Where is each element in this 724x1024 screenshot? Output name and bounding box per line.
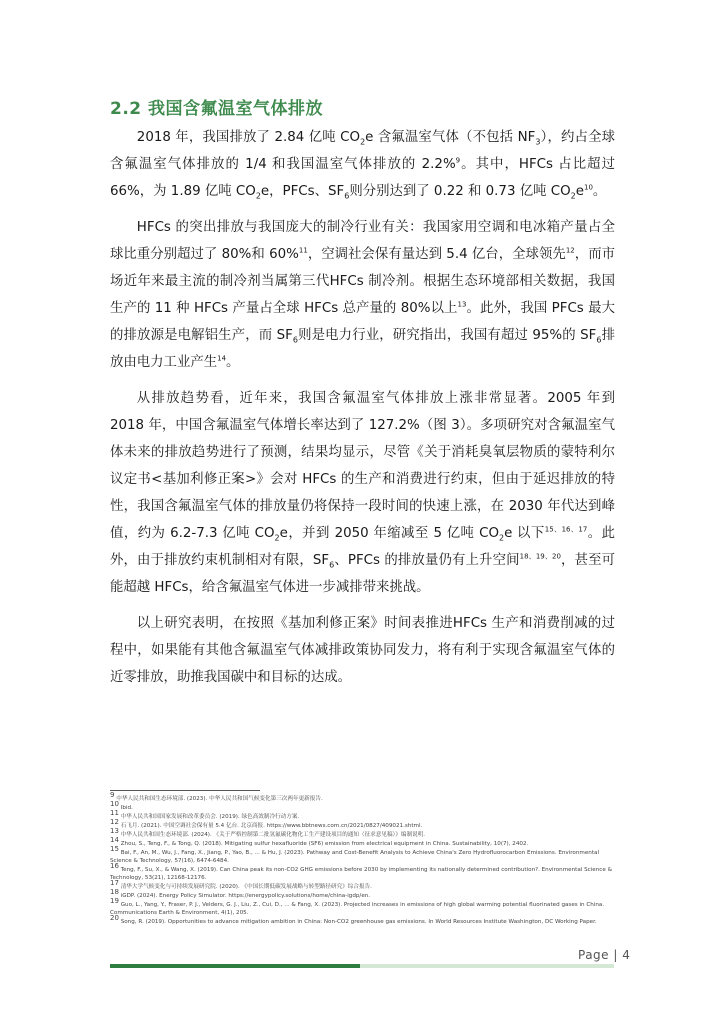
footer-bar-dark bbox=[110, 964, 360, 968]
footnote-ref: 18、19、20 bbox=[519, 552, 561, 561]
footnotes bbox=[110, 791, 615, 927]
paragraph-1: 2018 年，我国排放了 2.84 亿吨 $CO_2e$ 含氟温室气体（不包括 $NF_3$），约占全球含氟温室气体排放的 1/4 和我国温室气体排放的 2.2%$^9$。其中，HFCs 占比超过 66%，为 1.89 亿吨 $CO_2e$，PFCs、$SF_6$则分别达到了 0.22 和 0.73 亿吨 $CO_2e^{10}$。 bbox=[110, 130, 615, 201]
footnote: $^{11}$ 中华人民共和国国家发展和改革委员会. (2019). 绿色高效制冷行动方案. bbox=[110, 809, 300, 820]
paragraph-3: 从排放趋势看，近年来，我国含氟温室气体排放上涨非常显著。2005 年到 2018 年，中国含氟温室气体增长率达到了 127.2%（图 3）。多项研究对含氟温室气体未来的排放趋势进行了预测，结果均显示，尽管《关于消耗臭氧层物质的蒙特利尔议定书<基加利修正案>》会对 HFCs 的生产和消费进行约束，但由于延迟排放的特性，我国含氟温室气体的排放量仍将保持一段时间的快速上涨，在 2030 年代达到峰值，约为 6.2-7.3 亿吨 $CO_2e$，并到 2050 年缩减至 5 亿吨 $CO_2e$ 以下$^{15、16、17}$。此外，由于排放约束机制相对有限，$SF_6$、PFCs 的排放量仍有上升空间$^{18、19、20}$，甚至可能超越 HFCs，给含氟温室气体进一步减排带来挑战。 bbox=[110, 391, 616, 595]
footnote-ref: 14 bbox=[217, 354, 227, 363]
footnote-divider bbox=[110, 790, 260, 791]
footnote: $^{17}$ 清华大学气候变化与可持续发展研究院. (2020). 《中国长期低碳发展战略与转型路径研究》综合报告. bbox=[110, 879, 372, 890]
footnote: $^{15}$ Bai, F., An, M., Wu, J., Fang, X., Jiang, P., Yao, B., ... & Hu, J. (2023). Pathway and Cost-Benefit Analysis to Achieve China's Zero Hydrofluorocarbon Emissions. Environmental Science & Technology, 57(16), 6474-6484. bbox=[110, 845, 600, 864]
footnote: $^{12}$ 石飞月. (2021). 中国空调社会保有量 5.4 亿台. 北京商报. https://www.bbtnews.com.cn/2021/0827/409021.shtml. bbox=[110, 818, 423, 829]
footnote: $^{10}$ Ibid. bbox=[110, 800, 133, 811]
footnote: $^{19}$ Guo, L., Yang, Y., Fraser, P. J., Velders, G. J., Liu, Z., Cui, D., ... & Fang, X. (2023). Projected increases in emissions of high global warming potential fluorinated gases in China. Communications Earth & Environment, 4(1), 205. bbox=[110, 897, 605, 916]
footer-bar-light bbox=[360, 964, 614, 968]
footnote-ref: 10 bbox=[584, 183, 593, 192]
page-number: Page | 4 bbox=[578, 948, 631, 962]
footnote-ref: 9 bbox=[455, 156, 461, 165]
footnote: $^{16}$ Teng, F., Su, X., & Wang, X. (2019). Can China peak its non-CO2 GHG emissions before 2030 by implementing its nationally determined contribution?. Environmental Science & Technology, 53(21), 12168-12176. bbox=[110, 862, 612, 881]
footnote: $^{14}$ Zhou, S., Teng, F., & Tong, Q. (2018). Mitigating sulfur hexafluoride (SF6) emission from electrical equipment in China. Sustainability, 10(7), 2402. bbox=[110, 836, 529, 847]
footnote: $^{20}$ Song, R. (2019). Opportunities to advance mitigation ambition in China: Non-CO2 greenhouse gas emissions. In World Resources Institute Washington, DC Working Paper. bbox=[110, 914, 597, 925]
footnote: $^{13}$ 中华人民共和国生态环境部. (2024). 《关于严格控制第二批氢氟碳化物化工生产建设项目的通知（征求意见稿）》编制说明. bbox=[110, 827, 426, 838]
paragraph-4: 以上研究表明，在按照《基加利修正案》时间表推进HFCs 生产和消费削减的过程中，如果能有其他含氟温室气体减排政策协同发力，将有利于实现含氟温室气体的近零排放，助推我国碳中和目标的达成。 bbox=[110, 616, 615, 685]
footnote: $^{18}$ iGDP. (2024). Energy Policy Simulator. https://energypolicy.solutions/home/china-igdp/en. bbox=[110, 888, 371, 899]
footnote-ref: 12 bbox=[565, 246, 575, 255]
footnote: $^9$ 中华人民共和国生态环境部. (2023). 中华人民共和国气候变化第三次两年更新报告. bbox=[110, 791, 323, 802]
paragraph-2: HFCs 的突出排放与我国庞大的制冷行业有关：我国家用空调和电冰箱产量占全球比重分别超过了 80%和 60%$^{11}$，空调社会保有量达到 5.4 亿台，全球领先$^{12}$，而市场近年来最主流的制冷剂当属第三代HFCs 制冷剂。根据生态环境部相关数据，我国生产的 11 种 HFCs 产量占全球 HFCs 总产量的 80%以上$^{13}$。此外，我国 PFCs 最大的排放源是电解铝生产，而 $SF_6$则是电力行业，研究指出，我国有超过 95%的 $SF_6$排放由电力工业产生$^{14}$。 bbox=[110, 220, 616, 370]
section-title: 2.2 我国含氟温室气体排放 bbox=[110, 99, 324, 119]
footnote-ref: 11 bbox=[298, 246, 308, 255]
footnote-ref: 13 bbox=[457, 300, 467, 309]
footnote-ref: 15、16、17 bbox=[544, 525, 588, 534]
body-text bbox=[110, 124, 615, 700]
